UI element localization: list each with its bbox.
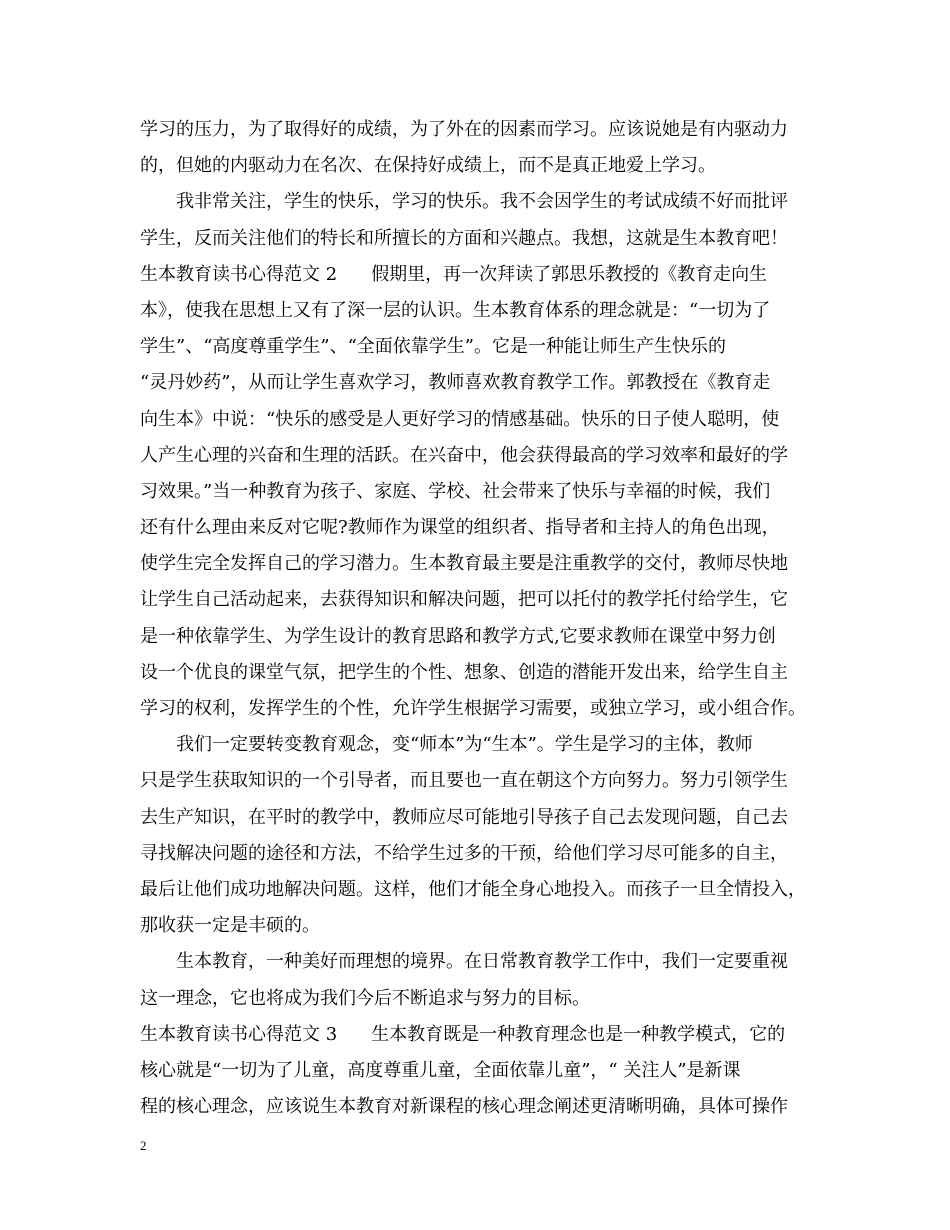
page-number: 2 — [140, 1138, 147, 1153]
section-heading: 生本教育读书心得范文 2 — [140, 263, 338, 285]
text-line — [140, 836, 825, 872]
text-line — [140, 872, 825, 908]
line-text: 的，但她的内驱动力在名次、在保持好成绩上，而不是真正地爱上学习。 — [140, 155, 716, 177]
text-line — [140, 981, 825, 1017]
text-line — [140, 221, 825, 257]
line-text: 向生本》中说：“快乐的感受是人更好学习的情感基础。快乐的日子使人聪明，使 — [140, 408, 780, 430]
text-line — [140, 727, 825, 763]
line-text: 核心就是“一切为了儿童，高度尊重儿童，全面依靠儿童”，“ 关注人”是新课 — [140, 1059, 741, 1081]
text-line — [140, 655, 825, 691]
text-line — [140, 293, 825, 329]
line-text: 人产生心理的兴奋和生理的活跃。在兴奋中，他会获得最高的学习效率和最好的学 — [140, 444, 788, 466]
line-text: 习效果。”当一种教育为孩子、家庭、学校、社会带来了快乐与幸福的时候，我们 — [140, 480, 771, 502]
line-text: “灵丹妙药”，从而让学生喜欢学习，教师喜欢教育教学工作。郭教授在《教育走 — [140, 372, 771, 394]
section-heading-line — [140, 257, 825, 293]
text-line — [140, 329, 825, 365]
line-text: 生本教育既是一种教育理念也是一种教学模式，它的 — [371, 1023, 786, 1045]
line-text: 学习的压力，为了取得好的成绩，为了外在的因素而学习。应该说她是有内驱动力 — [140, 119, 788, 140]
text-line — [140, 582, 825, 618]
section-heading: 生本教育读书心得范文 3 — [140, 1023, 338, 1045]
line-text: 本》，使我在思想上又有了深一层的认识。生本教育体系的理念就是：“一切为了 — [140, 299, 771, 321]
text-line — [140, 763, 825, 799]
text-line — [140, 184, 825, 220]
line-text: 设一个优良的课堂气氛，把学生的个性、想象、创造的潜能开发出来，给学生自主 — [140, 661, 788, 683]
document-body — [140, 112, 825, 1125]
line-text: 假期里，再一次拜读了郭思乐教授的《教育走向生 — [371, 263, 768, 285]
line-text: 最后让他们成功地解决问题。这样，他们才能全身心地投入。而孩子一旦全情投入， — [140, 878, 806, 900]
line-text: 去生产知识，在平时的教学中，教师应尽可能地引导孩子自己去发现问题，自己去 — [140, 806, 788, 828]
text-line — [140, 112, 825, 148]
line-text: 学生”、“高度尊重学生”、“全面依靠学生”。它是一种能让师生产生快乐的 — [140, 336, 727, 358]
section-heading-line — [140, 1017, 825, 1053]
line-text: 我们一定要转变教育观念，变“师本”为“生本”。学生是学习的主体，教师 — [176, 734, 753, 756]
text-line — [140, 691, 825, 727]
text-line — [140, 438, 825, 474]
line-text: 寻找解决问题的途径和方法，不给学生过多的干预，给他们学习尽可能多的自主， — [140, 842, 788, 864]
text-line — [140, 474, 825, 510]
line-text: 只是学生获取知识的一个引导者，而且要也一直在朝这个方向努力。努力引领学生 — [140, 770, 788, 792]
line-text: 学生，反而关注他们的特长和所擅长的方面和兴趣点。我想，这就是生本教育吧！ — [140, 227, 788, 249]
text-line — [140, 546, 825, 582]
line-text: 让学生自己活动起来，去获得知识和解决问题，把可以托付的教学托付给学生，它 — [140, 589, 788, 611]
line-text: 这一理念，它也将成为我们今后不断追求与努力的目标。 — [140, 987, 590, 1009]
line-text: 还有什么理由来反对它呢?教师作为课堂的组织者、指导者和主持人的角色出现， — [140, 517, 780, 539]
line-text: 那收获一定是丰硕的。 — [140, 915, 320, 937]
text-line — [140, 1053, 825, 1089]
text-line — [140, 148, 825, 184]
text-line — [140, 800, 825, 836]
line-text: 生本教育，一种美好而理想的境界。在日常教育教学工作中，我们一定要重视 — [176, 951, 788, 973]
line-text: 使学生完全发挥自己的学习潜力。生本教育最主要是注重教学的交付，教师尽快地 — [140, 553, 788, 575]
text-line — [140, 619, 825, 655]
line-text: 程的核心理念，应该说生本教育对新课程的核心理念阐述更清晰明确，具体可操作 — [140, 1096, 788, 1118]
text-line — [140, 1089, 825, 1125]
text-line — [140, 402, 825, 438]
text-line — [140, 365, 825, 401]
text-line — [140, 944, 825, 980]
text-line — [140, 908, 825, 944]
line-text: 是一种依靠学生、为学生设计的教育思路和教学方式,它要求教师在课堂中努力创 — [140, 625, 776, 647]
line-text: 学习的权利，发挥学生的个性，允许学生根据学习需要，或独立学习，或小组合作。 — [140, 698, 806, 719]
text-line — [140, 510, 825, 546]
line-text: 我非常关注，学生的快乐，学习的快乐。我不会因学生的考试成绩不好而批评 — [176, 191, 788, 213]
